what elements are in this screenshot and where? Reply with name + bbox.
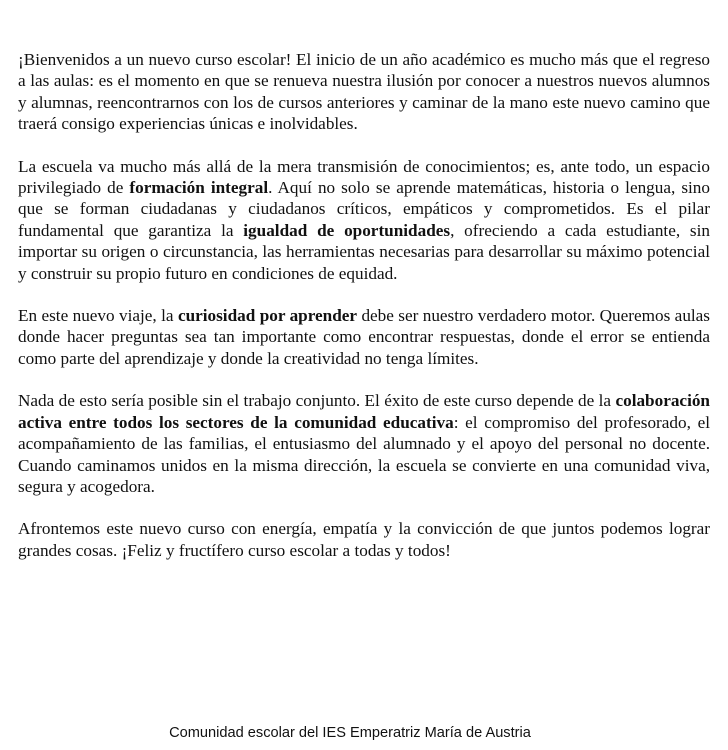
paragraph-3-text-b: debe ser nuestro verdadero motor. Queremos aulas donde hacer preguntas sea tan importante como encontrar respuestas, donde el error se entienda como parte del aprendizaje y donde la creatividad no tenga límites. bbox=[18, 306, 710, 368]
paragraph-4-text-a: Nada de esto sería posible sin el trabajo conjunto. El éxito de este curso depende de la bbox=[18, 391, 616, 411]
paragraph-collaboration bbox=[18, 390, 710, 497]
paragraph-2-text-c: , ofreciendo a cada estudiante, sin importar su origen o circunstancia, las herramientas necesarias para desarrollar su máximo potencial y construir su propio futuro en condiciones de equidad. bbox=[18, 220, 710, 283]
paragraph-1-text: ¡Bienvenidos a un nuevo curso escolar! El inicio de un año académico es mucho más que el regreso a las aulas: es el momento en que se renueva nuestra ilusión por conocer a nuestros nuevos alumnos y alumnas, reencontrarnos con los de cursos anteriores y caminar de la mano este nuevo camino que traerá consigo experiencias únicas e inolvidables. bbox=[18, 50, 710, 134]
footer-signature: Comunidad escolar del IES Emperatriz María de Austria bbox=[169, 725, 531, 741]
paragraph-3-text-a: En este nuevo viaje, la bbox=[18, 306, 178, 326]
paragraph-4-text-b: : el compromiso del profesorado, el acompañamiento de las familias, el entusiasmo del alumnado y el apoyo del personal no docente. Cuando caminamos unidos en la misma dirección, la escuela se convierte en una comunidad viva, segura y acogedora. bbox=[18, 412, 710, 496]
paragraph-5-text: Afrontemos este nuevo curso con energía, empatía y la convicción de que juntos podemos lograr grandes cosas. ¡Feliz y fructífero curso escolar a todas y todos! bbox=[18, 519, 710, 560]
letter-body bbox=[18, 49, 710, 582]
paragraph-curiosity bbox=[18, 305, 710, 369]
highlight-igualdad-oportunidades: igualdad de oportunidades bbox=[243, 220, 451, 240]
highlight-curiosidad: curiosidad por aprender bbox=[177, 306, 358, 326]
paragraph-welcome bbox=[18, 49, 710, 135]
highlight-formacion-integral: formación integral bbox=[129, 178, 269, 198]
highlight-colaboracion: colaboración activa entre todos los sectores de la comunidad educativa bbox=[18, 391, 710, 432]
paragraph-school-role bbox=[18, 156, 710, 284]
paragraph-2-text-b: . Aquí no solo se aprende matemáticas, historia o lengua, sino que se forman ciudadanas y ciudadanos críticos, empáticos y comprometidos. Es el pilar fundamental que garantiza la bbox=[18, 178, 710, 240]
paragraph-closing bbox=[18, 518, 710, 561]
paragraph-2-text-a: La escuela va mucho más allá de la mera transmisión de conocimientos; es, ante todo, un espacio privilegiado de bbox=[18, 156, 710, 198]
